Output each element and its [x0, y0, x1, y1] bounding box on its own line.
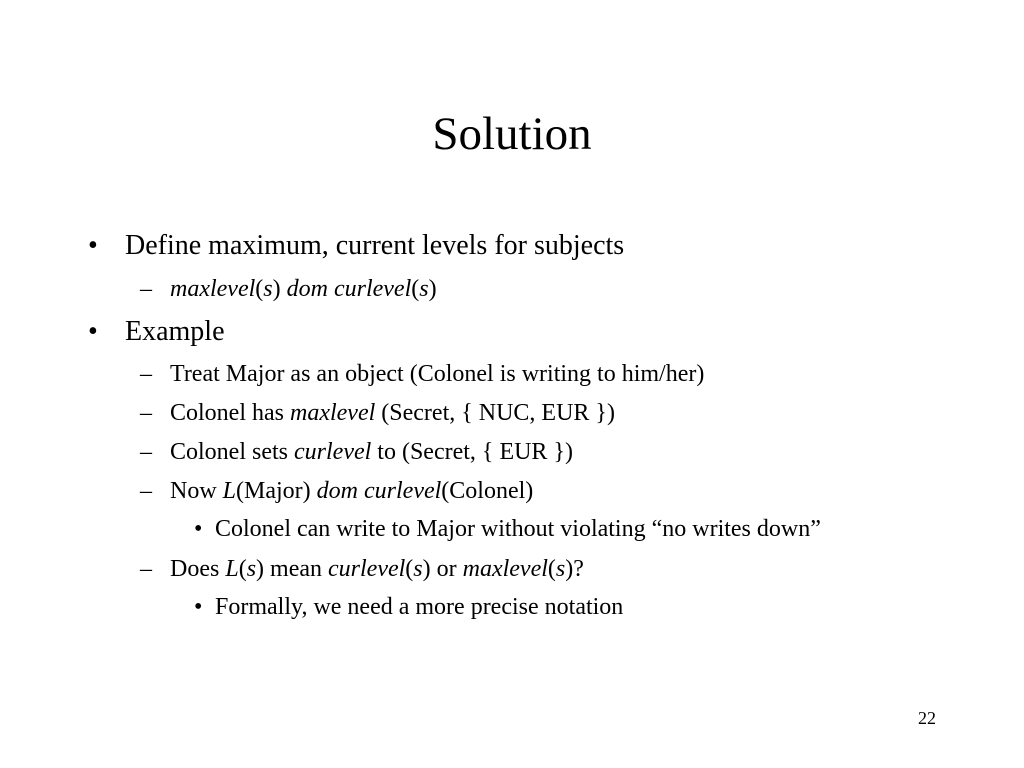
italic-term: s: [413, 556, 423, 582]
italic-term: L: [222, 478, 237, 504]
dash-marker: –: [140, 400, 152, 426]
sub-item-text: [170, 555, 584, 583]
sub-item-text: [170, 438, 573, 466]
text-segment: ) or: [422, 556, 463, 582]
bullet-item-text: [125, 230, 624, 262]
text-segment: Treat Major as an object (Colonel is writing to him/her): [170, 361, 705, 387]
italic-term: curlevel: [294, 439, 372, 465]
italic-term: s: [246, 556, 257, 582]
italic-term: s: [419, 276, 429, 302]
sub-item-text: [170, 275, 437, 303]
dash-marker: –: [140, 361, 152, 387]
italic-term: maxlevel: [462, 556, 548, 582]
bullet-marker: •: [88, 230, 98, 261]
italic-term: dom curlevel: [286, 276, 412, 302]
text-segment: (: [547, 556, 556, 582]
text-segment: to (Secret, { EUR }): [371, 439, 573, 465]
bullet-marker: •: [88, 316, 98, 347]
text-segment: (Colonel): [441, 478, 534, 504]
text-segment: (: [255, 276, 264, 302]
text-segment: Colonel can write to Major without violating “no writes down”: [215, 516, 821, 542]
dash-marker: –: [140, 439, 152, 465]
text-segment: (Major): [236, 478, 317, 504]
text-segment: (: [238, 556, 247, 582]
italic-term: dom curlevel: [316, 478, 442, 504]
dash-marker: –: [140, 556, 152, 582]
text-segment: ): [428, 276, 437, 302]
sub-item-text: [170, 360, 704, 388]
text-segment: Colonel has: [170, 400, 290, 426]
text-segment: Colonel sets: [170, 439, 294, 465]
small-bullet-marker: •: [194, 594, 203, 620]
text-segment: ): [272, 276, 287, 302]
text-segment: (: [405, 556, 414, 582]
small-bullet-marker: •: [194, 516, 203, 542]
italic-term: curlevel: [328, 556, 406, 582]
text-segment: (: [411, 276, 420, 302]
sub-item-text: [170, 477, 533, 505]
italic-term: s: [555, 556, 566, 582]
text-segment: (Secret, { NUC, EUR }): [375, 400, 615, 426]
bullet-item-text: [125, 316, 225, 348]
text-segment: Does: [170, 556, 226, 582]
sub-sub-item-text: [215, 593, 623, 621]
italic-term: L: [225, 556, 239, 582]
slide-title: Solution: [432, 108, 592, 160]
text-segment: Now: [170, 478, 223, 504]
italic-term: maxlevel: [290, 400, 376, 426]
text-segment: )?: [565, 556, 584, 582]
dash-marker: –: [140, 478, 152, 504]
sub-item-text: [170, 399, 615, 427]
italic-term: maxlevel: [170, 276, 256, 302]
dash-marker: –: [140, 276, 152, 302]
page-number: 22: [918, 708, 936, 728]
text-segment: Define maximum, current levels for subjects: [125, 230, 625, 261]
text-segment: ) mean: [256, 556, 328, 582]
text-segment: Formally, we need a more precise notation: [215, 594, 624, 620]
sub-sub-item-text: [215, 515, 821, 543]
text-segment: Example: [125, 316, 225, 347]
italic-term: s: [263, 276, 273, 302]
